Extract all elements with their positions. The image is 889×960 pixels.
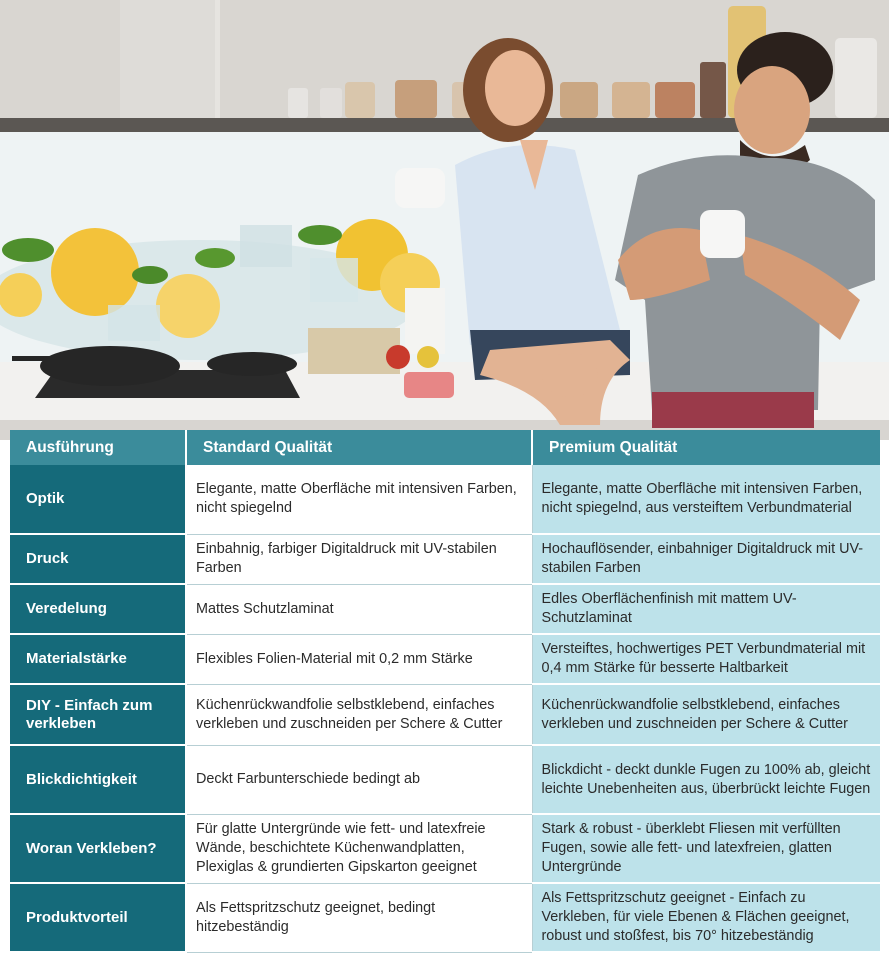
- row-label: Veredelung: [10, 584, 186, 634]
- row-label: Optik: [10, 465, 186, 534]
- kitchen-backsplash-photo: [0, 0, 889, 440]
- table-row: [10, 584, 880, 634]
- comparison-table: [10, 430, 880, 953]
- standard-cell: Für glatte Untergründe wie fett- und latexfreie Wände, beschichtete Küchenwandplatten, Plexiglas & grundierten Gipskarton geeignet: [186, 814, 532, 883]
- premium-cell: Versteiftes, hochwertiges PET Verbundmaterial mit 0,4 mm Stärke für besserte Haltbarkeit: [532, 634, 880, 684]
- table-row: [10, 684, 880, 745]
- table-header: [10, 430, 880, 465]
- table-row: [10, 745, 880, 814]
- premium-cell: Stark & robust - überklebt Fliesen mit verfüllten Fugen, sowie alle fett- und latexfreien, glatten Untergründe: [532, 814, 880, 883]
- premium-cell: Hochauflösender, einbahniger Digitaldruck mit UV-stabilen Farben: [532, 534, 880, 584]
- premium-cell: Blickdicht - deckt dunkle Fugen zu 100% ab, gleicht leichte Unebenheiten aus, überbrückt leichte Fugen: [532, 745, 880, 814]
- table-row: [10, 814, 880, 883]
- premium-cell: Küchenrückwandfolie selbstklebend, einfaches verkleben und zuschneiden per Schere & Cutter: [532, 684, 880, 745]
- row-label: DIY - Einfach zum verkleben: [10, 684, 186, 745]
- standard-cell: Elegante, matte Oberfläche mit intensiven Farben, nicht spiegelnd: [186, 465, 532, 534]
- quality-comparison-table: [10, 430, 880, 953]
- standard-cell: Mattes Schutzlaminat: [186, 584, 532, 634]
- header-standard-qualitaet: Standard Qualität: [186, 430, 532, 465]
- header-ausfuehrung: Ausführung: [10, 430, 186, 465]
- table-row: [10, 634, 880, 684]
- premium-cell: Edles Oberflächenfinish mit mattem UV-Schutzlaminat: [532, 584, 880, 634]
- premium-cell: Elegante, matte Oberfläche mit intensiven Farben, nicht spiegelnd, aus versteiftem Verbundmaterial: [532, 465, 880, 534]
- premium-cell: Als Fettspritzschutz geeignet - Einfach zu Verkleben, für viele Ebenen & Flächen geeignet, robust und stoßfest, bis 70° hitzebeständig: [532, 883, 880, 952]
- header-premium-qualitaet: Premium Qualität: [532, 430, 880, 465]
- row-label: Druck: [10, 534, 186, 584]
- row-label: Woran Verkleben?: [10, 814, 186, 883]
- kitchen-scene-illustration: [0, 0, 889, 440]
- standard-cell: Küchenrückwandfolie selbstklebend, einfaches verkleben und zuschneiden per Schere & Cutter: [186, 684, 532, 745]
- row-label: Blickdichtigkeit: [10, 745, 186, 814]
- table-body: [10, 465, 880, 952]
- standard-cell: Deckt Farbunterschiede bedingt ab: [186, 745, 532, 814]
- table-row: [10, 465, 880, 534]
- standard-cell: Einbahnig, farbiger Digitaldruck mit UV-stabilen Farben: [186, 534, 532, 584]
- table-row: [10, 883, 880, 952]
- row-label: Materialstärke: [10, 634, 186, 684]
- standard-cell: Flexibles Folien-Material mit 0,2 mm Stärke: [186, 634, 532, 684]
- standard-cell: Als Fettspritzschutz geeignet, bedingt hitzebeständig: [186, 883, 532, 952]
- row-label: Produktvorteil: [10, 883, 186, 952]
- table-row: [10, 534, 880, 584]
